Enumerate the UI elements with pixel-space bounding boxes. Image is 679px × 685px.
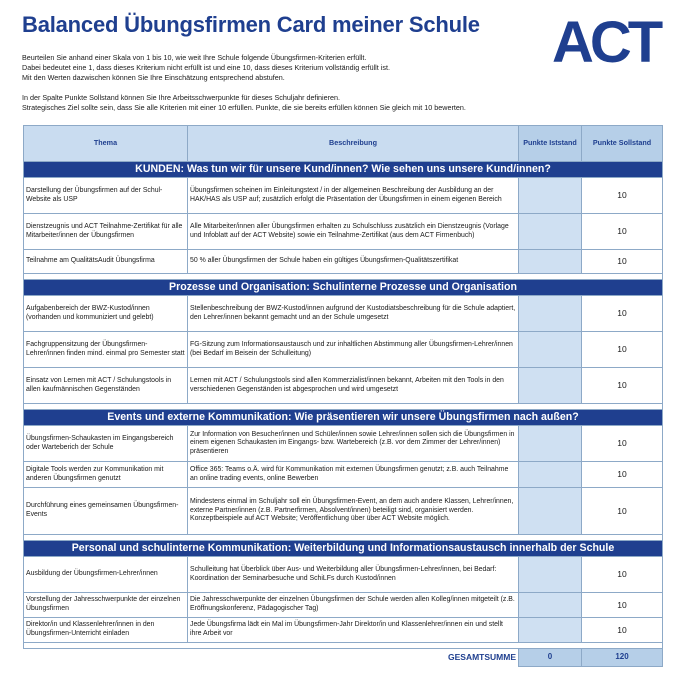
punkte-iststand-cell[interactable] <box>519 488 582 535</box>
section-title: Personal und schulinterne Kommunikation: Weiterbildung und Informationsaustausch innerhalb der Schule <box>24 541 663 557</box>
table-body <box>24 162 663 667</box>
criterion-thema: Fachgruppensitzung der Übungsfirmen-Lehrer/innen finden mind. einmal pro Semester statt <box>24 332 188 368</box>
criterion-thema: Vorstellung der Jahresschwerpunkte der einzelnen Übungsfirmen <box>24 593 188 618</box>
table-row <box>24 332 663 368</box>
table-row <box>24 250 663 274</box>
punkte-iststand-cell[interactable] <box>519 426 582 462</box>
criterion-thema: Aufgabenbereich der BWZ-Kustod/innen (vorhanden und kommuniziert und gelebt) <box>24 296 188 332</box>
punkte-sollstand-cell[interactable]: 10 <box>582 557 663 593</box>
criterion-thema: Einsatz von Lernen mit ACT / Schulungstools in allen kaufmännischen Gegenständen <box>24 368 188 404</box>
criterion-thema: Ausbildung der Übungsfirmen-Lehrer/innen <box>24 557 188 593</box>
punkte-iststand-cell[interactable] <box>519 368 582 404</box>
page-title: Balanced Übungsfirmen Card meiner Schule <box>22 12 480 37</box>
intro-line: Beurteilen Sie anhand einer Skala von 1 bis 10, wie weit Ihre Schule folgende Übungsfirmen-Kriterien erfüllt. <box>22 53 367 62</box>
summary-label: GESAMTSUMME <box>448 652 516 663</box>
criterion-beschreibung: 50 % aller Übungsfirmen der Schule haben ein gültiges Übungsfirmen-Qualitätszertifikat <box>188 250 519 274</box>
intro-line: Mit den Werten dazwischen können Sie Ihre Einschätzung entsprechend abstufen. <box>22 73 285 82</box>
summary-iststand-total: 0 <box>519 649 582 667</box>
punkte-iststand-cell[interactable] <box>519 462 582 488</box>
table-row <box>24 462 663 488</box>
criterion-beschreibung: Übungsfirmen scheinen im Einleitungstext / in der allgemeinen Beschreibung der Ausbildung an der HAK/HAS als USP auf; zusätzlich erfolgt die Präsentation der Übungsfirmen in einem eigenen Bereich <box>188 178 519 214</box>
punkte-sollstand-cell[interactable]: 10 <box>582 593 663 618</box>
criterion-beschreibung: Schulleitung hat Überblick über Aus- und Weiterbildung aller Übungsfirmen-Lehrer/innen, bei Bedarf: Koordination der Seminarbesuche und SchiLFs durch Kustod/innen <box>188 557 519 593</box>
table-row <box>24 488 663 535</box>
header-punkte-sollstand: Punkte Sollstand <box>582 126 663 162</box>
intro-text <box>22 53 542 83</box>
section-header-row <box>24 280 663 296</box>
criterion-beschreibung: Jede Übungsfirma lädt ein Mal im Übungsfirmen-Jahr Direktor/in und Klassenlehrer/innen ein und stellt ihre Arbeit vor <box>188 618 519 643</box>
criterion-beschreibung: Alle Mitarbeiter/innen aller Übungsfirmen erhalten zu Schulschluss zusätzlich ein Dienstzeugnis (Vorlage und Infoblatt auf der ACT Website) sowie ein Teilnahme-Zertifikat (aus dem ACT Firmenbuch) <box>188 214 519 250</box>
punkte-iststand-cell[interactable] <box>519 332 582 368</box>
section-header-row <box>24 541 663 557</box>
punkte-iststand-cell[interactable] <box>519 178 582 214</box>
header-beschreibung: Beschreibung <box>188 126 519 162</box>
instruction-line: In der Spalte Punkte Sollstand können Sie Ihre Arbeitsschwerpunkte für dieses Schuljahr definieren. <box>22 93 341 102</box>
table-row <box>24 178 663 214</box>
scorecard-table <box>23 125 663 667</box>
criterion-beschreibung: Zur Information von Besucher/innen und Schüler/innen sowie Lehrer/innen sollen sich die Übungsfirmen in einem eigenen Schaukasten im Eingangs- bzw. Wartebereich (z.B. vor dem Zimmer der Lehrer/innen) präsentieren <box>188 426 519 462</box>
criterion-thema: Durchführung eines gemeinsamen Übungsfirmen-Events <box>24 488 188 535</box>
criterion-thema: Direktor/in und Klassenlehrer/innen in den Übungsfirmen-Unterricht einladen <box>24 618 188 643</box>
criterion-thema: Dienstzeugnis und ACT Teilnahme-Zertifikat für alle Mitarbeiter/innen der Übungsfirmen <box>24 214 188 250</box>
criterion-beschreibung: Lernen mit ACT / Schulungstools sind allen Kommerzialist/innen bekannt, Arbeiten mit den Tools in den verschiedenen Gegenständen ist abgesprochen und wird umgesetzt <box>188 368 519 404</box>
punkte-iststand-cell[interactable] <box>519 593 582 618</box>
table-row <box>24 618 663 643</box>
punkte-sollstand-cell[interactable]: 10 <box>582 250 663 274</box>
criterion-thema: Darstellung der Übungsfirmen auf der Schul-Website als USP <box>24 178 188 214</box>
section-title: KUNDEN: Was tun wir für unsere Kund/innen? Wie sehen uns unsere Kund/innen? <box>24 162 663 178</box>
criterion-beschreibung: Die Jahresschwerpunkte der einzelnen Übungsfirmen der Schule werden allen Kolleg/innen mitgeteilt (z.B. Eröffnungskonferenz, Pädagogischer Tag) <box>188 593 519 618</box>
table-row <box>24 214 663 250</box>
punkte-sollstand-cell[interactable]: 10 <box>582 178 663 214</box>
table-row <box>24 368 663 404</box>
criterion-thema: Übungsfirmen-Schaukasten im Eingangsbereich oder Warteberich der Schule <box>24 426 188 462</box>
summary-row <box>24 649 663 667</box>
punkte-sollstand-cell[interactable]: 10 <box>582 296 663 332</box>
punkte-sollstand-cell[interactable]: 10 <box>582 426 663 462</box>
intro-line: Dabei bedeutet eine 1, dass dieses Kriterium nicht erfüllt ist und eine 10, dass dieses Kriterium vollständig erfüllt ist. <box>22 63 390 72</box>
punkte-sollstand-cell[interactable]: 10 <box>582 332 663 368</box>
punkte-sollstand-cell[interactable]: 10 <box>582 488 663 535</box>
instruction-line: Strategisches Ziel sollte sein, dass Sie alle Kriterien mit einer 10 erfüllen. Punkte, die sie bereits erfüllen können Sie gleich mit 10 bewerten. <box>22 103 466 112</box>
punkte-sollstand-cell[interactable]: 10 <box>582 214 663 250</box>
summary-sollstand-total: 120 <box>582 649 663 667</box>
criterion-beschreibung: Stellenbeschreibung der BWZ-Kustod/innen aufgrund der Kustodiatsbeschreibung für die Schule adaptiert, den Lehrer/innen bekannt gemacht und an der Schule umgesetzt <box>188 296 519 332</box>
table-row <box>24 557 663 593</box>
table-row <box>24 593 663 618</box>
act-logo <box>552 12 664 70</box>
section-header-row <box>24 162 663 178</box>
instruction-text <box>22 93 662 113</box>
criterion-thema: Digitale Tools werden zur Kommunikation mit anderen Übungsfirmen genutzt <box>24 462 188 488</box>
header-punkte-iststand: Punkte Iststand <box>519 126 582 162</box>
punkte-iststand-cell[interactable] <box>519 618 582 643</box>
punkte-iststand-cell[interactable] <box>519 250 582 274</box>
punkte-sollstand-cell[interactable]: 10 <box>582 368 663 404</box>
header-thema: Thema <box>24 126 188 162</box>
punkte-sollstand-cell[interactable]: 10 <box>582 462 663 488</box>
table-row <box>24 296 663 332</box>
punkte-iststand-cell[interactable] <box>519 296 582 332</box>
criterion-beschreibung: Mindestens einmal im Schuljahr soll ein Übungsfirmen-Event, an dem auch andere Klassen, Lehrer/innen, externe Partner/innen (z.B. Partnerfirmen, Absolvent/innen) beteiligt sind, organisiert werden. Konzeptbeispiele auf ACT Website; Veröffentlichung über über ACT Website möglich. <box>188 488 519 535</box>
criterion-beschreibung: Office 365: Teams o.Ä. wird für Kommunikation mit externen Übungsfirmen genutzt; z.B. auch Teilnahme an online trading events, online Bewerben <box>188 462 519 488</box>
punkte-iststand-cell[interactable] <box>519 557 582 593</box>
logo-text: ACT <box>552 12 660 70</box>
section-header-row <box>24 410 663 426</box>
punkte-iststand-cell[interactable] <box>519 214 582 250</box>
table-header-row <box>24 126 663 162</box>
criterion-thema: Teilnahme am QualitätsAudit Übungsfirma <box>24 250 188 274</box>
criterion-beschreibung: FG-Sitzung zum Informationsaustausch und zur inhaltlichen Abstimmung aller Übungsfirmen-Lehrer/innen (bei Bedarf im Beisein der Schulleitung) <box>188 332 519 368</box>
punkte-sollstand-cell[interactable]: 10 <box>582 618 663 643</box>
section-title: Events und externe Kommunikation: Wie präsentieren wir unsere Übungsfirmen nach außen? <box>24 410 663 426</box>
table-row <box>24 426 663 462</box>
section-title: Prozesse und Organisation: Schulinterne Prozesse und Organisation <box>24 280 663 296</box>
